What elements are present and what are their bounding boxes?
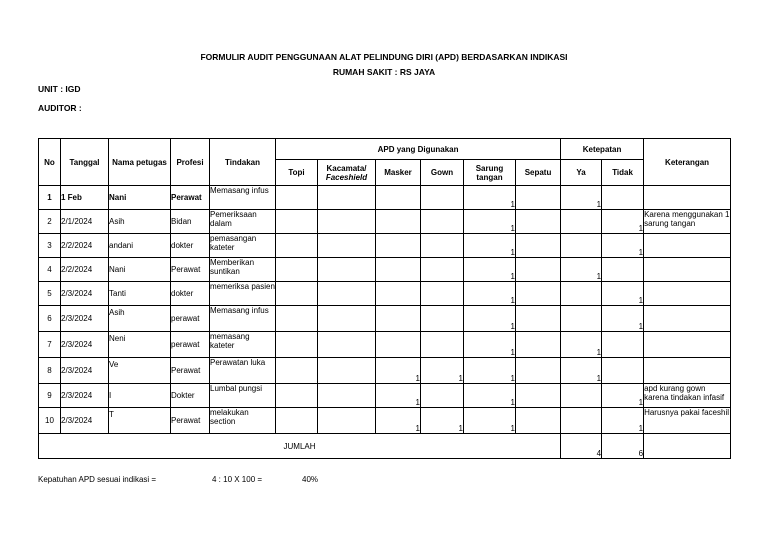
cell-tanggal: 2/3/2024 [61,384,109,408]
compliance-result: 40% [302,475,319,484]
cell-tidak [602,258,644,282]
cell-kacamata [318,384,376,408]
cell-tanggal: 2/3/2024 [61,358,109,384]
cell-topi [276,332,318,358]
cell-no: 3 [39,234,61,258]
cell-kacamata [318,186,376,210]
cell-tindakan: Perawatan luka [210,358,276,384]
cell-ya [561,306,602,332]
cell-nama: Tanti [109,282,171,306]
cell-sarung: 1 [464,306,516,332]
cell-kacamata [318,306,376,332]
cell-keterangan [644,258,731,282]
cell-tindakan: Memasang infus [210,306,276,332]
cell-sarung: 1 [464,210,516,234]
cell-gown [421,282,464,306]
cell-tidak [602,358,644,384]
col-topi-header: Topi [276,160,318,186]
col-tidak-header: Tidak [602,160,644,186]
cell-sepatu [516,332,561,358]
table-row [39,408,731,434]
cell-keterangan [644,186,731,210]
cell-tindakan: memeriksa pasien [210,282,276,306]
cell-keterangan [644,282,731,306]
compliance-label: Kepatuhan APD sesuai indikasi = [38,475,157,484]
col-nama-header: Nama petugas [109,139,171,186]
cell-tanggal: 1 Feb [61,186,109,210]
cell-ya: 1 [561,358,602,384]
cell-tanggal: 2/3/2024 [61,306,109,332]
hospital-name: RUMAH SAKIT : RS JAYA [332,67,436,77]
col-sepatu-header: Sepatu [516,160,561,186]
tangan-label: tangan [476,172,503,182]
cell-gown: 1 [421,408,464,434]
cell-nama: andani [109,234,171,258]
cell-tidak: 1 [602,408,644,434]
jumlah-label: JUMLAH [39,434,561,459]
cell-tidak: 1 [602,234,644,258]
cell-ya [561,408,602,434]
cell-tindakan: memasang kateter [210,332,276,358]
col-tindakan-header: Tindakan [210,139,276,186]
table-row [39,384,731,408]
cell-gown [421,258,464,282]
cell-gown [421,210,464,234]
cell-tanggal: 2/3/2024 [61,332,109,358]
cell-gown [421,306,464,332]
cell-no: 4 [39,258,61,282]
cell-tindakan: Memberikan suntikan [210,258,276,282]
cell-sepatu [516,384,561,408]
cell-sepatu [516,408,561,434]
table-row [39,234,731,258]
cell-tidak [602,332,644,358]
cell-topi [276,234,318,258]
cell-nama: Asih [109,210,171,234]
table-row [39,282,731,306]
cell-kacamata [318,258,376,282]
cell-sarung: 1 [464,186,516,210]
cell-profesi: dokter [171,234,210,258]
cell-kacamata [318,408,376,434]
table-row [39,332,731,358]
cell-tanggal: 2/1/2024 [61,210,109,234]
col-masker-header: Masker [376,160,421,186]
faceshield-label: Faceshield [325,172,368,182]
cell-gown [421,234,464,258]
cell-no: 10 [39,408,61,434]
compliance-formula: 4 : 10 X 100 = [212,475,263,484]
col-tanggal-header: Tanggal [61,139,109,186]
cell-sarung: 1 [464,258,516,282]
cell-sarung: 1 [464,282,516,306]
cell-sarung: 1 [464,358,516,384]
cell-tidak: 1 [602,306,644,332]
cell-ya: 1 [561,186,602,210]
cell-tidak [602,186,644,210]
cell-topi [276,186,318,210]
cell-profesi: perawat [171,306,210,332]
cell-profesi: Bidan [171,210,210,234]
cell-no: 2 [39,210,61,234]
col-ya-header: Ya [561,160,602,186]
cell-masker: 1 [376,408,421,434]
cell-keterangan [644,306,731,332]
cell-nama: Neni [109,332,171,358]
cell-sepatu [516,258,561,282]
cell-topi [276,258,318,282]
cell-gown [421,332,464,358]
cell-masker: 1 [376,358,421,384]
cell-tindakan: Pemeriksaan dalam [210,210,276,234]
cell-kacamata [318,332,376,358]
cell-nama: Ve [109,358,171,384]
cell-masker: 1 [376,384,421,408]
cell-sarung: 1 [464,384,516,408]
cell-kacamata [318,234,376,258]
cell-ya [561,234,602,258]
auditor-label: AUDITOR : [38,103,82,113]
table-row [39,186,731,210]
cell-ya [561,384,602,408]
cell-topi [276,282,318,306]
cell-no: 6 [39,306,61,332]
table-header-row [39,139,731,160]
cell-ya: 1 [561,258,602,282]
cell-tanggal: 2/3/2024 [61,282,109,306]
cell-sepatu [516,358,561,384]
cell-gown [421,186,464,210]
cell-masker [376,210,421,234]
audit-table [38,138,731,459]
cell-masker [376,234,421,258]
cell-keterangan: Karena menggunakan 1 sarung tangan [644,210,731,234]
cell-no: 5 [39,282,61,306]
cell-tidak: 1 [602,210,644,234]
cell-topi [276,358,318,384]
cell-keterangan [644,332,731,358]
cell-tanggal: 2/2/2024 [61,234,109,258]
cell-sarung: 1 [464,408,516,434]
cell-sepatu [516,186,561,210]
ketepatan-group-header: Ketepatan [561,139,644,160]
sarung-label: Sarung [475,163,504,173]
cell-gown: 1 [421,358,464,384]
cell-profesi: Perawat [171,186,210,210]
col-profesi-header: Profesi [171,139,210,186]
col-no-header: No [39,139,61,186]
unit-label: UNIT : IGD [38,84,81,94]
cell-sepatu [516,210,561,234]
cell-keterangan [644,234,731,258]
cell-topi [276,306,318,332]
cell-keterangan [644,358,731,384]
cell-no: 7 [39,332,61,358]
cell-nama: T [109,408,171,434]
cell-tanggal: 2/3/2024 [61,408,109,434]
cell-tindakan: Memasang infus [210,186,276,210]
cell-keterangan: Harusnya pakai faceshil [644,408,731,434]
cell-nama: Asih [109,306,171,332]
cell-nama: Nani [109,258,171,282]
cell-tidak: 1 [602,384,644,408]
cell-ya [561,210,602,234]
apd-group-header: APD yang Digunakan [276,139,561,160]
table-row [39,258,731,282]
cell-profesi: Perawat [171,258,210,282]
table-row [39,210,731,234]
cell-topi [276,210,318,234]
cell-sepatu [516,234,561,258]
total-row [39,434,731,459]
cell-tindakan: melakukan section [210,408,276,434]
cell-ya [561,282,602,306]
cell-tidak: 1 [602,282,644,306]
cell-sarung: 1 [464,332,516,358]
table-row [39,358,731,384]
cell-no: 9 [39,384,61,408]
col-keterangan-header: Keterangan [644,139,731,186]
col-sarung-header [464,160,516,186]
total-tidak: 6 [602,434,644,459]
cell-gown [421,384,464,408]
cell-topi [276,384,318,408]
cell-tindakan: Lumbal pungsi [210,384,276,408]
cell-no: 1 [39,186,61,210]
cell-topi [276,408,318,434]
cell-sarung: 1 [464,234,516,258]
cell-masker [376,332,421,358]
cell-masker [376,306,421,332]
cell-kacamata [318,210,376,234]
cell-masker [376,186,421,210]
cell-nama: Nani [109,186,171,210]
cell-tanggal: 2/2/2024 [61,258,109,282]
table-row [39,306,731,332]
cell-kacamata [318,282,376,306]
total-keterangan-cell [644,434,731,459]
cell-nama: I [109,384,171,408]
cell-masker [376,282,421,306]
kacamata-label: Kacamata/ [326,163,367,173]
form-title: FORMULIR AUDIT PENGGUNAAN ALAT PELINDUNG DIRI (APD) BERDASARKAN INDIKASI [200,52,568,62]
total-ya: 4 [561,434,602,459]
cell-no: 8 [39,358,61,384]
col-kacamata-header [318,160,376,186]
cell-profesi: dokter [171,282,210,306]
cell-profesi: Perawat [171,358,210,384]
cell-ya: 1 [561,332,602,358]
col-gown-header: Gown [421,160,464,186]
cell-keterangan: apd kurang gown karena tindakan infasif [644,384,731,408]
cell-tindakan: pemasangan kateter [210,234,276,258]
cell-profesi: Perawat [171,408,210,434]
cell-profesi: Dokter [171,384,210,408]
cell-profesi: perawat [171,332,210,358]
cell-masker [376,258,421,282]
cell-sepatu [516,306,561,332]
cell-kacamata [318,358,376,384]
cell-sepatu [516,282,561,306]
